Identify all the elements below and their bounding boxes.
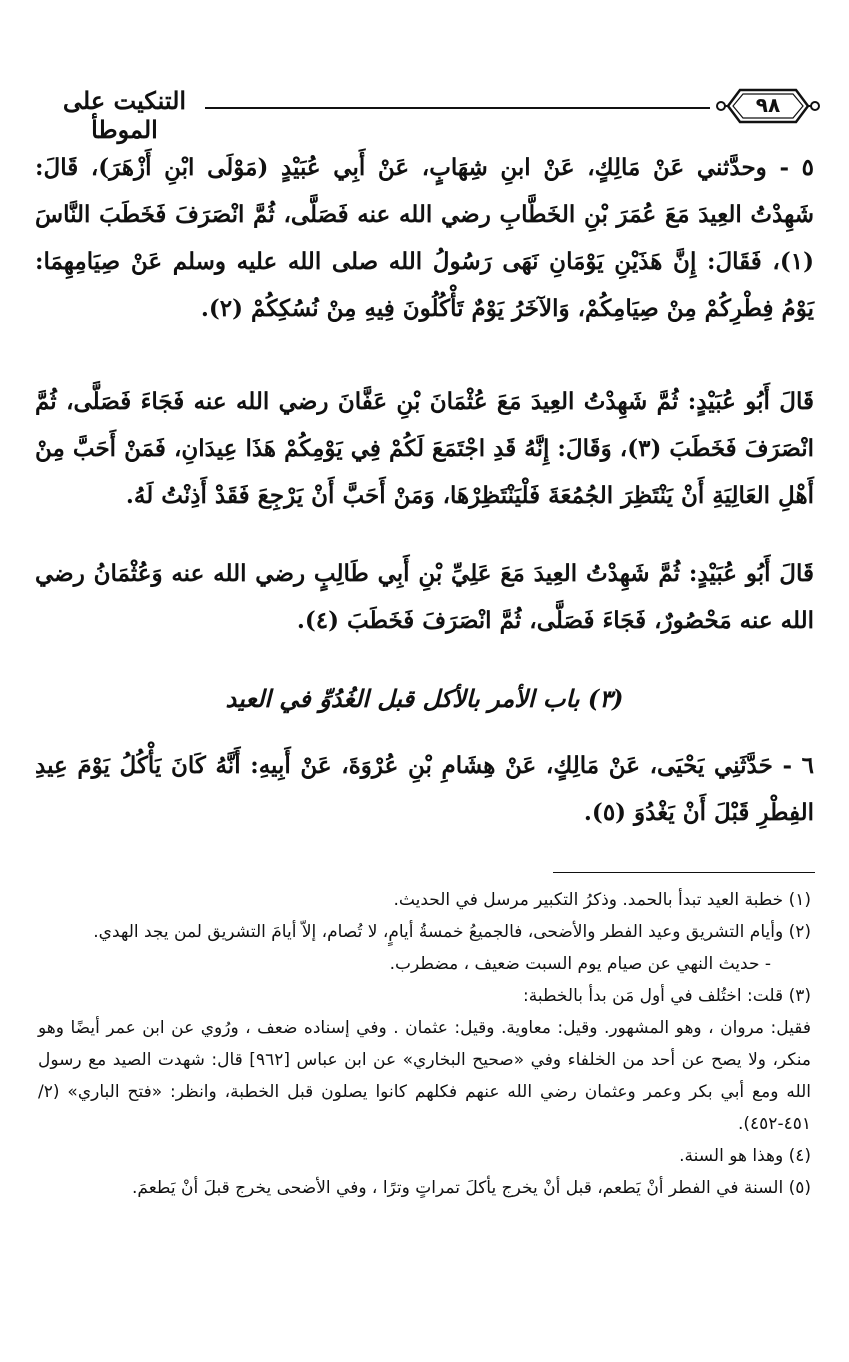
footnote-4: (٤) وهذا هو السنة. xyxy=(679,1146,811,1166)
abu-ubayd-paragraph-2: قَالَ أَبُو عُبَيْدٍ: ثُمَّ شَهِدْتُ العِيدَ مَعَ عَلِيِّ بْنِ أَبِي طَالِبٍ رضي الله عنه وَعُثْمَانُ رضي الله عنه مَحْصُورٌ، فَجَاءَ فَصَلَّى، ثُمَّ انْصَرَفَ فَخَطَبَ (٤). xyxy=(35,560,814,634)
footnote-1: (١) خطبة العيد تبدأ بالحمد. وذكرُ التكبير مرسل في الحديث. xyxy=(393,890,811,910)
hadith-5-paragraph: ٥ - وحدَّثني عَنْ مَالِكٍ، عَنْ ابنِ شِهَابٍ، عَنْ أَبِي عُبَيْدٍ (مَوْلَى ابْنِ أَزْهَرَ)، قَالَ: شَهِدْتُ العِيدَ مَعَ عُمَرَ بْنِ الخَطَّابِ رضي الله عنه فَصَلَّى، ثُمَّ انْصَرَفَ فَخَطَبَ النَّاسَ (١)، فَقَالَ: إِنَّ هَذَيْنِ يَوْمَانِ نَهَى رَسُولُ الله صلى الله عليه وسلم عَنْ صِيَامِهِمَا: يَوْمُ فِطْرِكُمْ مِنْ صِيَامِكُمْ، وَالآخَرُ يَوْمٌ تَأْكُلُونَ فِيهِ مِنْ نُسُكِكُمْ (٢). xyxy=(35,154,815,322)
footnotes-section xyxy=(38,884,811,1204)
page-number-ornament xyxy=(714,84,822,128)
footnote-2: (٢) وأيام التشريق وعيد الفطر والأضحى، فالجميعُ خمسةُ أيامٍ، لا تُصام، إلاّ أيامَ التشريق لمن يجد الهدي. xyxy=(93,922,811,942)
chapter-heading: (٣) باب الأمر بالأكل قبل الغُدُوِّ في العيد xyxy=(225,684,624,713)
page-number: ٩٨ xyxy=(755,93,781,117)
page-header xyxy=(20,84,830,144)
footnote-separator xyxy=(553,872,815,873)
running-title: التنكيت على الموطأ xyxy=(62,86,187,144)
footnote-3: (٣) قلت: اختُلف في أول مَن بدأ بالخطبة: xyxy=(523,986,811,1006)
footnote-2-note: - حديث النهي عن صيام يوم السبت ضعيف ، مضطرب. xyxy=(389,954,771,974)
hadith-6-paragraph: ٦ - حَدَّثَنِي يَحْيَى، عَنْ مَالِكٍ، عَنْ هِشَامِ بْنِ عُرْوَةَ، عَنْ أَبِيهِ: أَنَّهُ كَانَ يَأْكُلُ يَوْمَ عِيدِ الفِطْرِ قَبْلَ أَنْ يَغْدُوَ (٥). xyxy=(35,752,814,826)
footnote-5: (٥) السنة في الفطر أنْ يَطعم، قبل أنْ يخرج يأكلَ تمراتٍ وترًا ، وفي الأضحى يخرج قبلَ أنْ يَطعمَ. xyxy=(132,1178,811,1198)
header-rule xyxy=(205,107,710,109)
abu-ubayd-paragraph-1: قَالَ أَبُو عُبَيْدٍ: ثُمَّ شَهِدْتُ العِيدَ مَعَ عُثْمَانَ بْنِ عَفَّانَ رضي الله عنه فَجَاءَ فَصَلَّى، ثُمَّ انْصَرَفَ فَخَطَبَ (٣)، وَقَالَ: إِنَّهُ قَدِ اجْتَمَعَ لَكُمْ فِي يَوْمِكُمْ هَذَا عِيدَانِ، فَمَنْ أَحَبَّ مِنْ أَهْلِ العَالِيَةِ أَنْ يَنْتَظِرَ الجُمُعَةَ فَلْيَنْتَظِرْهَا، وَمَنْ أَحَبَّ أَنْ يَرْجِعَ فَقَدْ أَذِنْتُ لَهُ. xyxy=(35,388,814,509)
footnote-3-body: فقيل: مروان ، وهو المشهور. وقيل: معاوية. وقيل: عثمان . وفي إسناده ضعف ، ورُوي عن ابن عمر أيضًا وهو منكر، ولا يصح عن أحد من الخلفاء وفي «صحيح البخاري» عن ابن عباس [٩٦٢] قال: شهدت الصيد مع رسول الله ومع أبي بكر وعمر وعثمان رضي الله عنهم فكلهم كانوا يصلون قبل الخطبة، وانظر: «فتح الباري» (٢/ ٤٥١-٤٥٢). xyxy=(38,1018,812,1134)
